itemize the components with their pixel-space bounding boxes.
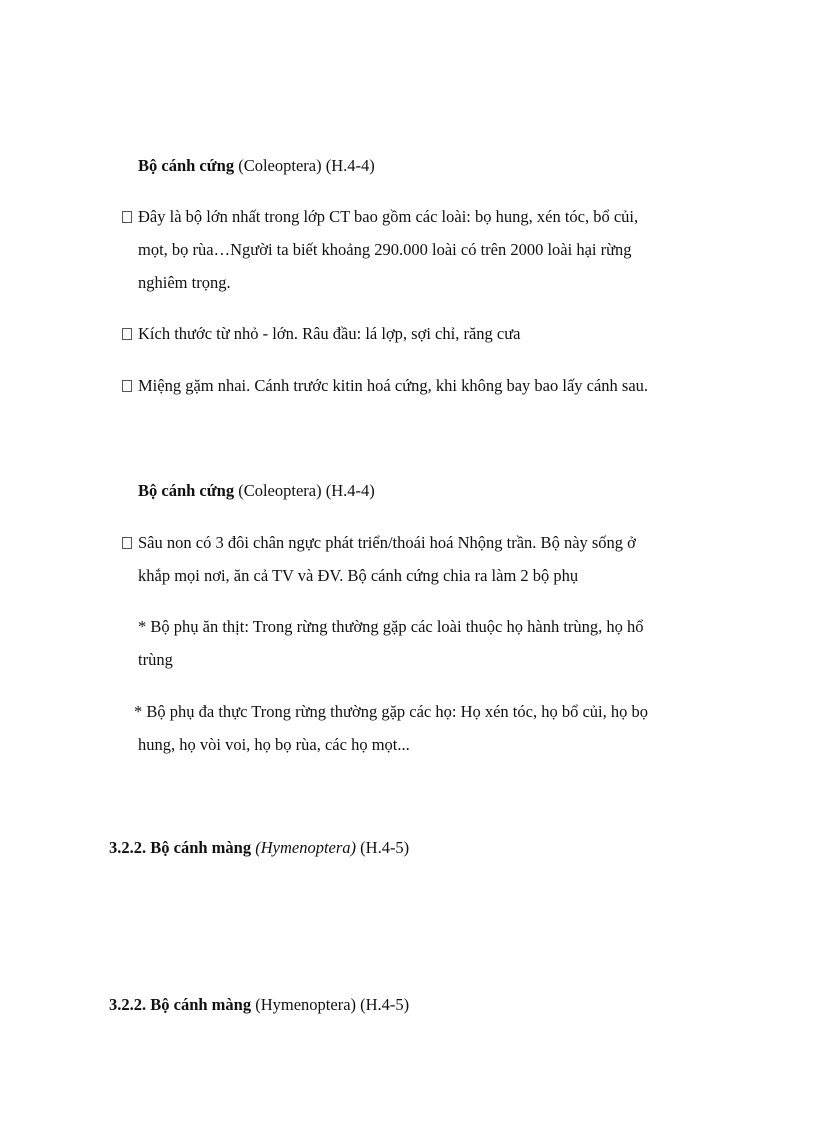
section-heading-hymenoptera-2 bbox=[109, 995, 409, 1015]
bullet-box-icon bbox=[122, 380, 132, 392]
heading-ref-text: (H.4-5) bbox=[356, 838, 410, 857]
heading-bold-text: Bộ cánh cứng bbox=[138, 481, 235, 500]
bullet-line: Đây là bộ lớn nhất trong lớp CT bao gồm các loài: bọ hung, xén tóc, bổ củi, bbox=[138, 207, 639, 226]
heading-number-text: 3.2.2. Bộ cánh màng bbox=[109, 838, 252, 857]
section-heading-coleoptera-2 bbox=[138, 481, 375, 501]
heading-rest-text: (Coleoptera) (H.4-4) bbox=[234, 156, 375, 175]
bullet-box-icon bbox=[122, 211, 132, 223]
bullet-line: Sâu non có 3 đôi chân ngực phát triển/thoái hoá Nhộng trần. Bộ này sống ở bbox=[138, 533, 636, 552]
section-heading-hymenoptera-1 bbox=[109, 838, 409, 858]
bullet-line: Miệng gặm nhai. Cánh trước kitin hoá cứng, khi không bay bao lấy cánh sau. bbox=[138, 376, 649, 395]
heading-bold-text: Bộ cánh cứng bbox=[138, 156, 235, 175]
section-heading-coleoptera-1 bbox=[138, 156, 375, 176]
bullet-line: nghiêm trọng. bbox=[138, 273, 231, 292]
heading-number-text: 3.2.2. Bộ cánh màng bbox=[109, 995, 252, 1014]
bullet-line: Kích thước từ nhỏ - lớn. Râu đầu: lá lợp, sợi chỉ, răng cưa bbox=[138, 324, 521, 343]
subgroup-line: * Bộ phụ đa thực Trong rừng thường gặp các họ: Họ xén tóc, họ bổ củi, họ bọ bbox=[134, 702, 648, 721]
subgroup-line: hung, họ vòi voi, họ bọ rùa, các họ mọt... bbox=[138, 735, 410, 754]
heading-rest-text: (Hymenoptera) (H.4-5) bbox=[251, 995, 410, 1014]
bullet-box-icon bbox=[122, 537, 132, 549]
bullet-line: mọt, bọ rùa…Người ta biết khoảng 290.000 loài có trên 2000 loài hại rừng bbox=[138, 240, 632, 259]
heading-latin-text: (Hymenoptera) bbox=[255, 838, 357, 857]
heading-rest-text: (Coleoptera) (H.4-4) bbox=[234, 481, 375, 500]
bullet-line: khắp mọi nơi, ăn cả TV và ĐV. Bộ cánh cứng chia ra làm 2 bộ phụ bbox=[138, 566, 579, 585]
bullet-box-icon bbox=[122, 328, 132, 340]
subgroup-line: * Bộ phụ ăn thịt: Trong rừng thường gặp các loài thuộc họ hành trùng, họ hổ bbox=[138, 617, 644, 636]
subgroup-line: trùng bbox=[138, 650, 173, 669]
